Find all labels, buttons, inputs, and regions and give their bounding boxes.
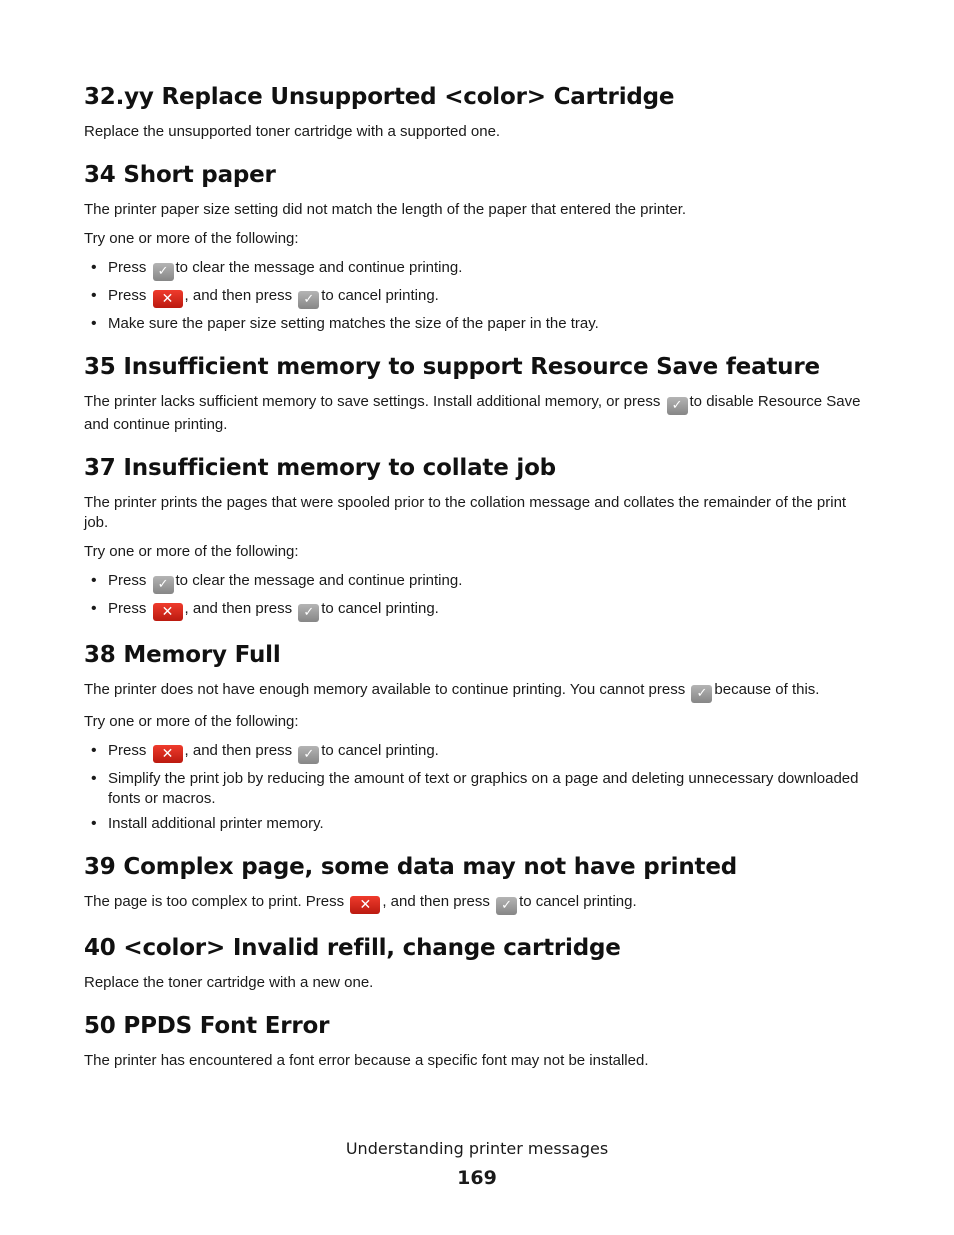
list-item: • Press ✕ , and then press ✓ to cancel printing. <box>84 599 874 622</box>
check-icon: ✓ <box>667 397 688 415</box>
stop-x-icon: ✕ <box>153 745 183 763</box>
try-label: Try one or more of the following: <box>84 230 299 247</box>
bullet-list <box>84 741 874 834</box>
stop-x-icon: ✕ <box>153 603 183 621</box>
section-37 <box>84 453 874 622</box>
check-icon: ✓ <box>691 685 712 703</box>
section-text: The printer prints the pages that were spooled prior to the collation message and collates the remainder of the print job. <box>84 494 847 531</box>
section-heading: 40 <color> Invalid refill, change cartridge <box>84 935 621 961</box>
footer-chapter-title: Understanding printer messages <box>345 1139 609 1158</box>
check-icon: ✓ <box>153 263 174 281</box>
stop-x-icon: ✕ <box>350 896 380 914</box>
list-item: • Make sure the paper size setting matches the size of the paper in the tray. <box>84 314 874 334</box>
section-39 <box>84 852 874 915</box>
section-text: The printer paper size setting did not match the length of the paper that entered the printer. <box>84 201 687 218</box>
check-icon: ✓ <box>298 291 319 309</box>
bullet-list <box>84 258 874 334</box>
check-icon: ✓ <box>153 576 174 594</box>
try-label: Try one or more of the following: <box>84 543 299 560</box>
section-heading: 34 Short paper <box>84 162 276 188</box>
list-item: • Install additional printer memory. <box>84 814 874 834</box>
check-icon: ✓ <box>298 746 319 764</box>
section-34 <box>84 160 874 334</box>
list-item: • Press ✕ , and then press ✓ to cancel printing. <box>84 286 874 309</box>
section-text: The printer does not have enough memory available to continue printing. You cannot press ✓ because of this. <box>84 681 820 701</box>
section-50 <box>84 1011 874 1071</box>
section-32yy <box>84 82 874 142</box>
section-text: Replace the toner cartridge with a new one. <box>84 974 374 991</box>
section-35 <box>84 352 874 435</box>
stop-x-icon: ✕ <box>153 290 183 308</box>
section-38 <box>84 640 874 834</box>
section-heading: 37 Insufficient memory to collate job <box>84 455 556 481</box>
section-heading: 50 PPDS Font Error <box>84 1013 330 1039</box>
section-40 <box>84 933 874 993</box>
section-text: The printer lacks sufficient memory to save settings. Install additional memory, or press ✓ to disable Resource Save and continue printing. <box>84 393 861 433</box>
check-icon: ✓ <box>298 604 319 622</box>
section-text: Replace the unsupported toner cartridge with a supported one. <box>84 123 501 140</box>
check-icon: ✓ <box>496 897 517 915</box>
list-item: • Press ✓ to clear the message and continue printing. <box>84 258 874 281</box>
section-heading: 38 Memory Full <box>84 642 281 668</box>
section-heading: 39 Complex page, some data may not have printed <box>84 854 737 880</box>
list-item: • Simplify the print job by reducing the amount of text or graphics on a page and deleting unnecessary downloaded fonts or macros. <box>84 769 874 809</box>
section-text: The page is too complex to print. Press ✕ , and then press ✓ to cancel printing. <box>84 893 637 913</box>
try-label: Try one or more of the following: <box>84 713 299 730</box>
list-item: • Press ✕ , and then press ✓ to cancel printing. <box>84 741 874 764</box>
list-item: • Press ✓ to clear the message and continue printing. <box>84 571 874 594</box>
section-text: The printer has encountered a font error because a specific font may not be installed. <box>84 1052 649 1069</box>
page-number: 169 <box>457 1167 497 1189</box>
section-heading: 32.yy Replace Unsupported <color> Cartridge <box>84 84 675 110</box>
bullet-list <box>84 571 874 622</box>
document-body <box>84 82 874 1089</box>
section-heading: 35 Insufficient memory to support Resource Save feature <box>84 354 820 380</box>
